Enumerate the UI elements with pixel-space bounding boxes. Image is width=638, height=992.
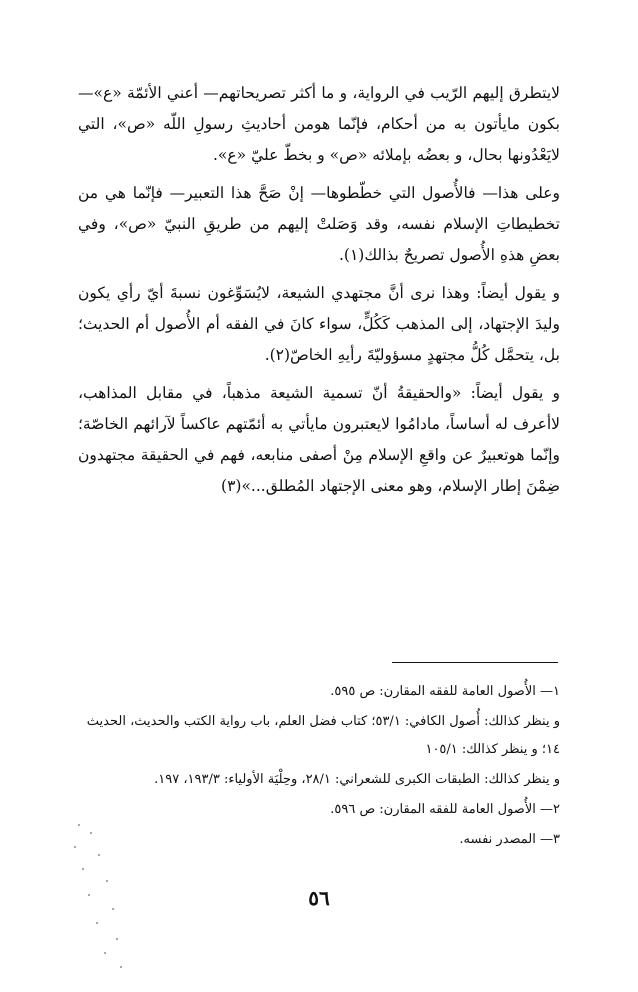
paragraph: و يقول أيضاً: وهذا نرى أنَّ مجتهدي الشيعة، لايُسَوِّغون نسبةَ أيّ رأي يكون وليدَ الإجتهاد، إلى المذهب كَكُلٍّ، سواء كانَ في الفقه أم الأُصول أم الحديث؛ بل، يتحمَّل كُلُّ مجتهدٍ مسؤوليّةَ رأيهِ الخاصّ(٢). [78,284,560,364]
paragraph: لايتطرق إليهم الرّيب في الرواية، و ما أكثر تصريحاتهم— أعني الأئمّة «ع»— بكون مايأتون به من أحكام، فإنّما هومن أحاديثِ رسولِ اللّه «ص»، التي لايَعْدُونها بحال، و بعضُه بإملائه «ص» و بخطّ عليّ «ع». [78,84,560,164]
footnote: ٣— المصدر نفسه. [459,832,560,847]
scan-specks [68,820,138,980]
page-number: ٥٦ [308,886,330,910]
footnotes [78,678,560,854]
paragraph: وعلى هذا— فالأُصول التي خطّطوها— إنْ صَحَّ هذا التعبير— فإنّما هي من تخطيطاتِ الإسلام نفسه، وقد وَصَلتْ إليهم من طريقِ النبيّ «ص»، وفي بعضِ هذهِ الأُصول تصريحٌ بذالك(١). [78,184,560,264]
footnote: و ينظر كذالك: الطبقات الكبرى للشعراني: ٢٨/١، وحِلْيَة الأولياء: ١٩٣/٣، ١٩٧. [154,772,560,787]
body-text [78,78,560,502]
footnote: ٢— الأُصول العامة للفقه المقارن: ص ٥٩٦. [330,802,560,817]
paragraph: و يقول أيضاً: «والحقيقةُ أنّ تسمية الشيعة مذهباً، في مقابل المذاهب، لاأعرف له أساساً، مادامُوا لايعتبرون مايأتي به أئمّتهم عاكساً لآرائهم الخاصّة؛ وإنّما هوتعبيرٌ عن واقعِ الإسلام مِنْ أصفى منابعه، فهم في الحقيقة مجتهدون ضِمْنَ إطار الإسلام، وهو معنى الإجتهاد المُطلق...»(٣) [78,384,560,495]
footnote: و ينظر كذالك: أُصول الكافي: ٥٣/١؛ كتاب فضل العلم، باب رواية الكتب والحديث، الحديث ١٤؛ و ينظر كذالك: ١٠٥/١ [86,714,560,757]
footnote-divider [392,662,558,663]
footnote: ١— الأُصول العامة للفقه المقارن: ص ٥٩٥. [330,684,560,699]
